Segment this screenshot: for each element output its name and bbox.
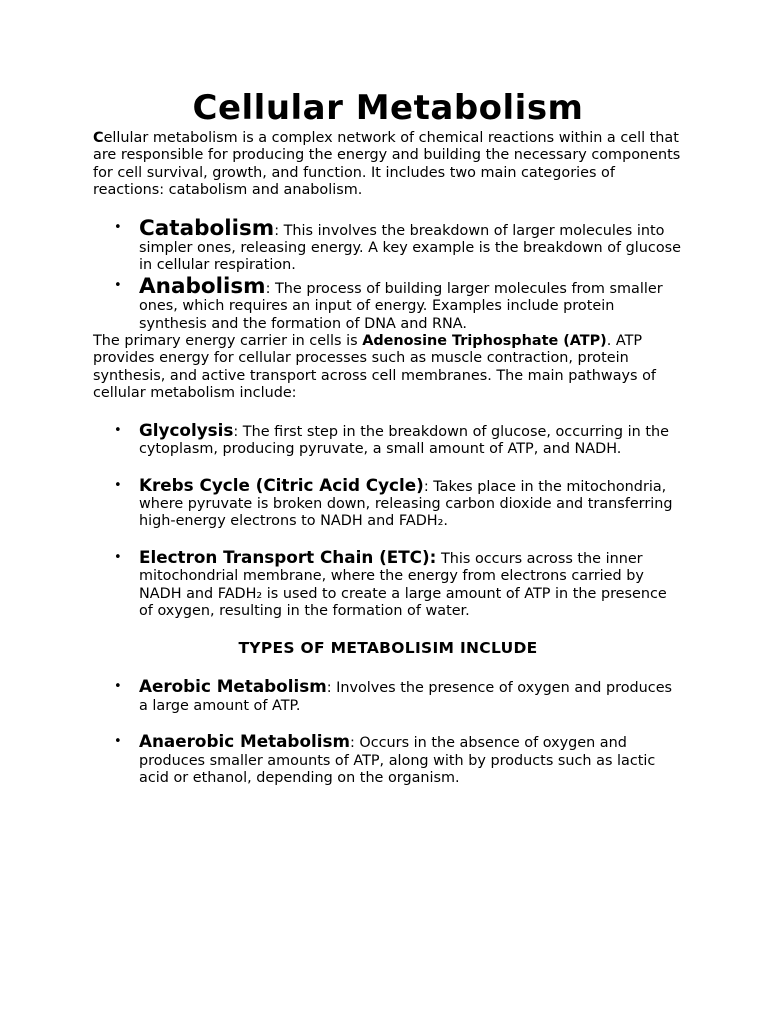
definition-etc: This occurs across the inner mitochondrial membrane, where the energy from electrons carried by NADH and FADH₂ is used to create a large amount of ATP in the presence of oxygen, resulting in the formation of water. xyxy=(139,550,667,619)
term-krebs-cycle: Krebs Cycle (Citric Acid Cycle) xyxy=(139,474,424,495)
list-item-krebs-cycle xyxy=(93,474,683,531)
definition-anabolism: : The process of building larger molecules from smaller ones, which requires an input of energy. Examples include protein synthesis and the formation of DNA and RNA. xyxy=(139,280,663,332)
bullet-icon: • xyxy=(114,679,122,695)
intro-drop-cap: C xyxy=(93,130,104,146)
bullet-icon: • xyxy=(114,477,122,493)
types-list xyxy=(93,678,683,787)
document-page xyxy=(93,86,683,787)
bullet-icon: • xyxy=(114,549,122,565)
bullet-icon: • xyxy=(114,422,122,438)
term-aerobic: Aerobic Metabolism xyxy=(139,676,327,697)
definition-aerobic: : Involves the presence of oxygen and produces a large amount of ATP. xyxy=(139,680,673,714)
pathway-list xyxy=(93,419,683,621)
term-etc: Electron Transport Chain (ETC): xyxy=(139,546,437,567)
definition-glycolysis: : The first step in the breakdown of glucose, occurring in the cytoplasm, producing pyruvate, a small amount of ATP, and NADH. xyxy=(139,423,669,458)
bullet-icon: • xyxy=(114,219,122,235)
term-anabolism: Anabolism xyxy=(139,273,266,299)
atp-paragraph xyxy=(93,333,683,403)
atp-text-before: The primary energy carrier in cells is xyxy=(93,333,363,350)
list-item-glycolysis xyxy=(93,419,683,459)
page-title: Cellular Metabolism xyxy=(192,88,584,128)
bullet-icon: • xyxy=(114,734,122,750)
list-item-etc xyxy=(93,546,683,621)
term-anaerobic: Anaerobic Metabolism xyxy=(139,731,350,752)
atp-term: Adenosine Triphosphate (ATP) xyxy=(362,333,607,350)
list-item-aerobic xyxy=(93,678,683,715)
definition-krebs-cycle: : Takes place in the mitochondria, where pyruvate is broken down, releasing carbon dioxide and transferring high-energy electrons to NADH and FADH₂. xyxy=(139,478,673,530)
definition-anaerobic: : Occurs in the absence of oxygen and produces smaller amounts of ATP, along with by products such as lactic acid or ethanol, depending on the organism. xyxy=(139,735,656,786)
list-item-anabolism xyxy=(93,273,683,333)
term-glycolysis: Glycolysis xyxy=(139,419,234,440)
atp-text-after: . ATP provides energy for cellular processes such as muscle contraction, protein synthesis, and active transport across cell membranes. The main pathways of cellular metabolism include: xyxy=(93,333,656,402)
list-item-anaerobic xyxy=(93,733,683,787)
intro-text: ellular metabolism is a complex network of chemical reactions within a cell that are responsible for producing the energy and building the necessary components for cell survival, growth, and function. It includes two main categories of reactions: catabolism and anabolism. xyxy=(93,130,681,199)
category-list xyxy=(93,215,683,333)
types-heading: TYPES OF METABOLISIM INCLUDE xyxy=(238,639,538,658)
intro-paragraph xyxy=(93,130,683,200)
list-item-catabolism xyxy=(93,215,683,275)
bullet-icon: • xyxy=(114,277,122,293)
definition-catabolism: : This involves the breakdown of larger molecules into simpler ones, releasing energy. A key example is the breakdown of glucose in cellular respiration. xyxy=(139,222,681,274)
term-catabolism: Catabolism xyxy=(139,215,275,241)
